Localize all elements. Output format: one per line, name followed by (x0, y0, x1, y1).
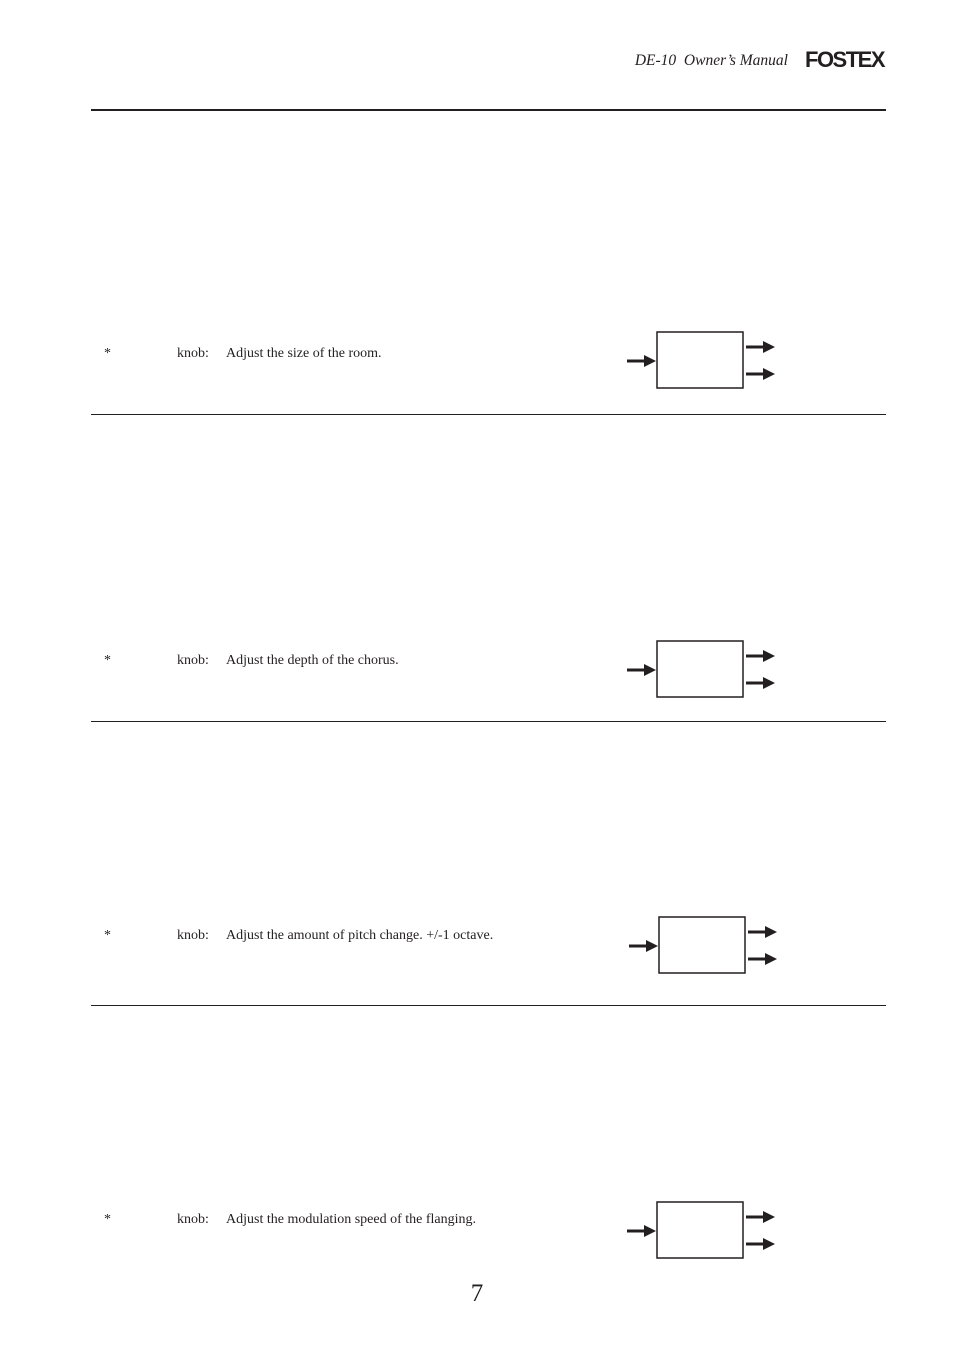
fostex-logo (805, 47, 887, 71)
effect-block (657, 1202, 743, 1258)
effect-block (657, 332, 743, 388)
section-rule-1 (91, 414, 886, 415)
note-bullet: * (104, 346, 111, 361)
output-arrow-icon-l (748, 926, 777, 938)
input-arrow-icon (627, 355, 656, 367)
effect-block (659, 917, 745, 973)
note-bullet: * (104, 653, 111, 668)
knob-label: knob: (177, 928, 209, 943)
output-arrow-icon-r (746, 1238, 775, 1250)
output-arrow-icon-l (746, 650, 775, 662)
input-arrow-icon (627, 664, 656, 676)
svg-text:FOSTEX: FOSTEX (805, 47, 885, 71)
knob-label: knob: (177, 1212, 209, 1227)
input-arrow-icon (627, 1225, 656, 1237)
section-rule-2 (91, 721, 886, 722)
knob-label: knob: (177, 653, 209, 668)
manual-title: DE-10 Owner’s Manual (634, 52, 788, 69)
input-arrow-icon (629, 940, 658, 952)
note-bullet: * (104, 1212, 111, 1227)
output-arrow-icon-r (748, 953, 777, 965)
output-arrow-icon-r (746, 368, 775, 380)
signal-flow-diagram-1 (626, 331, 786, 391)
knob-description: Adjust the modulation speed of the flanging. (226, 1212, 477, 1227)
page-number: 7 (470, 1280, 484, 1307)
note-bullet: * (104, 928, 111, 943)
section-rule-3 (91, 1005, 886, 1006)
knob-description: Adjust the depth of the chorus. (226, 653, 399, 668)
knob-description: Adjust the size of the room. (226, 346, 382, 361)
signal-flow-diagram-3 (628, 916, 788, 976)
header-rule (91, 109, 886, 111)
effect-block (657, 641, 743, 697)
output-arrow-icon-r (746, 677, 775, 689)
signal-flow-diagram-2 (626, 640, 786, 700)
signal-flow-diagram-4 (626, 1201, 786, 1261)
knob-label: knob: (177, 346, 209, 361)
knob-description: Adjust the amount of pitch change. +/-1 octave. (226, 928, 494, 943)
output-arrow-icon-l (746, 341, 775, 353)
output-arrow-icon-l (746, 1211, 775, 1223)
